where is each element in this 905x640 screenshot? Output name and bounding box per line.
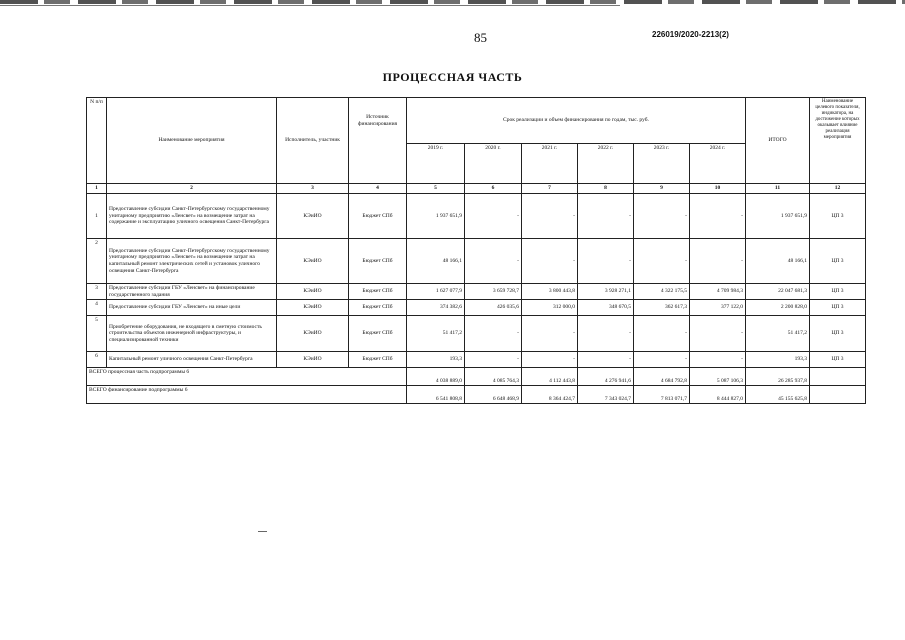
col-number: 9	[634, 184, 690, 194]
row-executor: КЭиИО	[277, 239, 349, 284]
scan-artifact-line	[0, 5, 620, 6]
summary-indicator-empty	[810, 386, 866, 404]
summary-label: ВСЕГО финансирование подпрограммы 6	[87, 386, 407, 404]
row-source: Бюджет СПб	[349, 194, 407, 239]
header-total: ИТОГО	[746, 98, 810, 184]
row-value-2024: -	[690, 352, 746, 368]
summary-value-2022: 7 343 024,7	[578, 386, 634, 404]
table-row	[87, 352, 866, 368]
row-value-2020: -	[465, 352, 522, 368]
summary-value-2021: 8 364 424,7	[522, 386, 578, 404]
row-indicator: ЦП 3	[810, 194, 866, 239]
col-number: 10	[690, 184, 746, 194]
row-value-2023: -	[634, 352, 690, 368]
row-value-2022: 3 928 271,1	[578, 284, 634, 300]
header-year-2021: 2021 г.	[522, 144, 578, 184]
row-value-2023: -	[634, 239, 690, 284]
row-total: 2 200 828,0	[746, 300, 810, 316]
row-value-2019: 193,3	[407, 352, 465, 368]
row-value-2024: -	[690, 239, 746, 284]
row-value-2021: -	[522, 239, 578, 284]
row-value-2023: -	[634, 194, 690, 239]
row-value-2021: -	[522, 316, 578, 352]
row-num: 1	[87, 194, 107, 239]
row-value-2024: -	[690, 316, 746, 352]
header-indicator: Наименование целевого показателя, индикатора, на достижение которых оказывает влияние реализация мероприятия	[810, 98, 866, 184]
row-total: 22 047 681,3	[746, 284, 810, 300]
row-executor: КЭиИО	[277, 300, 349, 316]
row-value-2021: -	[522, 352, 578, 368]
section-heading: ПРОЦЕССНАЯ ЧАСТЬ	[382, 70, 523, 84]
row-executor: КЭиИО	[277, 316, 349, 352]
row-source: Бюджет СПб	[349, 300, 407, 316]
row-value-2022: -	[578, 316, 634, 352]
row-value-2021: 312 000,0	[522, 300, 578, 316]
row-name: Приобретение оборудования, не входящего в сметную стоимость строительства объектов инженерной инфраструктуры, и специализированной техники	[107, 316, 277, 352]
row-value-2024: -	[690, 194, 746, 239]
col-number: 11	[746, 184, 810, 194]
row-total: 48 166,1	[746, 239, 810, 284]
row-indicator: ЦП 3	[810, 239, 866, 284]
row-num: 3	[87, 284, 107, 300]
table-row	[87, 300, 866, 316]
col-number: 5	[407, 184, 465, 194]
financing-table	[86, 97, 866, 404]
summary-value-2020: 6 648 468,9	[465, 386, 522, 404]
row-value-2023: 362 617,3	[634, 300, 690, 316]
header-num: N п/п	[87, 98, 107, 184]
row-total: 1 937 651,9	[746, 194, 810, 239]
table-row	[87, 284, 866, 300]
row-source: Бюджет СПб	[349, 284, 407, 300]
summary-value-2019: 4 038 889,0	[407, 368, 465, 386]
row-value-2020: 3 659 728,7	[465, 284, 522, 300]
col-number: 2	[107, 184, 277, 194]
table-row	[87, 239, 866, 284]
page-number: 85	[474, 30, 487, 45]
row-name: Капитальный ремонт уличного освещения Санкт-Петербурга	[107, 352, 277, 368]
scan-artifact-top	[0, 0, 905, 4]
row-executor: КЭиИО	[277, 194, 349, 239]
summary-row	[87, 368, 866, 386]
row-executor: КЭиИО	[277, 352, 349, 368]
col-number: 6	[465, 184, 522, 194]
row-name: Предоставление субсидии Санкт-Петербургскому государственному унитарному предприятию «Ленсвет» на возмещение затрат на содержание и эксплуатацию уличного освещения Санкт-Петербурга	[107, 194, 277, 239]
row-num: 4	[87, 300, 107, 316]
summary-indicator-empty	[810, 368, 866, 386]
row-source: Бюджет СПб	[349, 316, 407, 352]
row-value-2022: -	[578, 352, 634, 368]
summary-row	[87, 386, 866, 404]
row-name: Предоставление субсидии Санкт-Петербургскому государственному унитарному предприятию «Ленсвет» на возмещение затрат на капитальный ремонт электрических сетей и установок уличного освещения Санкт-Петербурга	[107, 239, 277, 284]
row-name: Предоставление субсидии ГБУ «Ленсвет» на иные цели	[107, 300, 277, 316]
row-indicator: ЦП 3	[810, 284, 866, 300]
table-row	[87, 194, 866, 239]
row-value-2023: 4 322 175,5	[634, 284, 690, 300]
scan-artifact-mark	[258, 531, 267, 532]
summary-label: ВСЕГО процессная часть подпрограммы 6	[87, 368, 407, 386]
header-source: Источник финансирования	[349, 98, 407, 184]
row-source: Бюджет СПб	[349, 352, 407, 368]
col-number: 3	[277, 184, 349, 194]
summary-total: 45 155 625,8	[746, 386, 810, 404]
row-value-2020: -	[465, 316, 522, 352]
summary-value-2023: 4 684 792,8	[634, 368, 690, 386]
row-value-2024: 4 709 984,3	[690, 284, 746, 300]
summary-value-2024: 5 087 106,3	[690, 368, 746, 386]
row-value-2022: -	[578, 194, 634, 239]
header-year-2019: 2019 г.	[407, 144, 465, 184]
row-value-2021: -	[522, 194, 578, 239]
row-total: 51 417,2	[746, 316, 810, 352]
col-number: 8	[578, 184, 634, 194]
header-year-2023: 2023 г.	[634, 144, 690, 184]
row-source: Бюджет СПб	[349, 239, 407, 284]
row-num: 2	[87, 239, 107, 284]
row-executor: КЭиИО	[277, 284, 349, 300]
row-value-2020: -	[465, 194, 522, 239]
header-executor: Исполнитель, участник	[277, 98, 349, 184]
summary-value-2022: 4 276 941,6	[578, 368, 634, 386]
col-number: 12	[810, 184, 866, 194]
row-indicator: ЦП 3	[810, 316, 866, 352]
row-num: 6	[87, 352, 107, 368]
col-number: 1	[87, 184, 107, 194]
col-number: 4	[349, 184, 407, 194]
summary-value-2024: 8 444 827,0	[690, 386, 746, 404]
row-value-2020: -	[465, 239, 522, 284]
header-year-2020: 2020 г.	[465, 144, 522, 184]
row-value-2023: -	[634, 316, 690, 352]
summary-value-2023: 7 813 071,7	[634, 386, 690, 404]
row-value-2019: 48 166,1	[407, 239, 465, 284]
row-value-2024: 377 122,0	[690, 300, 746, 316]
summary-value-2019: 6 541 808,8	[407, 386, 465, 404]
row-name: Предоставление субсидии ГБУ «Ленсвет» на финансирование государственного задания	[107, 284, 277, 300]
row-num: 5	[87, 316, 107, 352]
summary-total: 26 285 937,8	[746, 368, 810, 386]
header-year-2022: 2022 г.	[578, 144, 634, 184]
row-value-2022: -	[578, 239, 634, 284]
row-indicator: ЦП 3	[810, 352, 866, 368]
row-value-2021: 3 800 443,8	[522, 284, 578, 300]
summary-value-2020: 4 085 764,3	[465, 368, 522, 386]
summary-value-2021: 4 112 443,8	[522, 368, 578, 386]
row-value-2019: 1 627 077,9	[407, 284, 465, 300]
header-year-2024: 2024 г.	[690, 144, 746, 184]
row-indicator: ЦП 3	[810, 300, 866, 316]
row-value-2020: 426 035,6	[465, 300, 522, 316]
row-value-2019: 51 417,2	[407, 316, 465, 352]
row-value-2019: 374 382,6	[407, 300, 465, 316]
column-number-row	[87, 184, 866, 194]
header-name: Наименование мероприятия	[107, 98, 277, 184]
header-period: Срок реализации и объем финансирования по годам, тыс. руб.	[407, 98, 746, 144]
table-row	[87, 316, 866, 352]
row-value-2019: 1 937 651,9	[407, 194, 465, 239]
row-total: 193,3	[746, 352, 810, 368]
document-code: 226019/2020-2213(2)	[652, 30, 729, 39]
col-number: 7	[522, 184, 578, 194]
row-value-2022: 348 670,5	[578, 300, 634, 316]
